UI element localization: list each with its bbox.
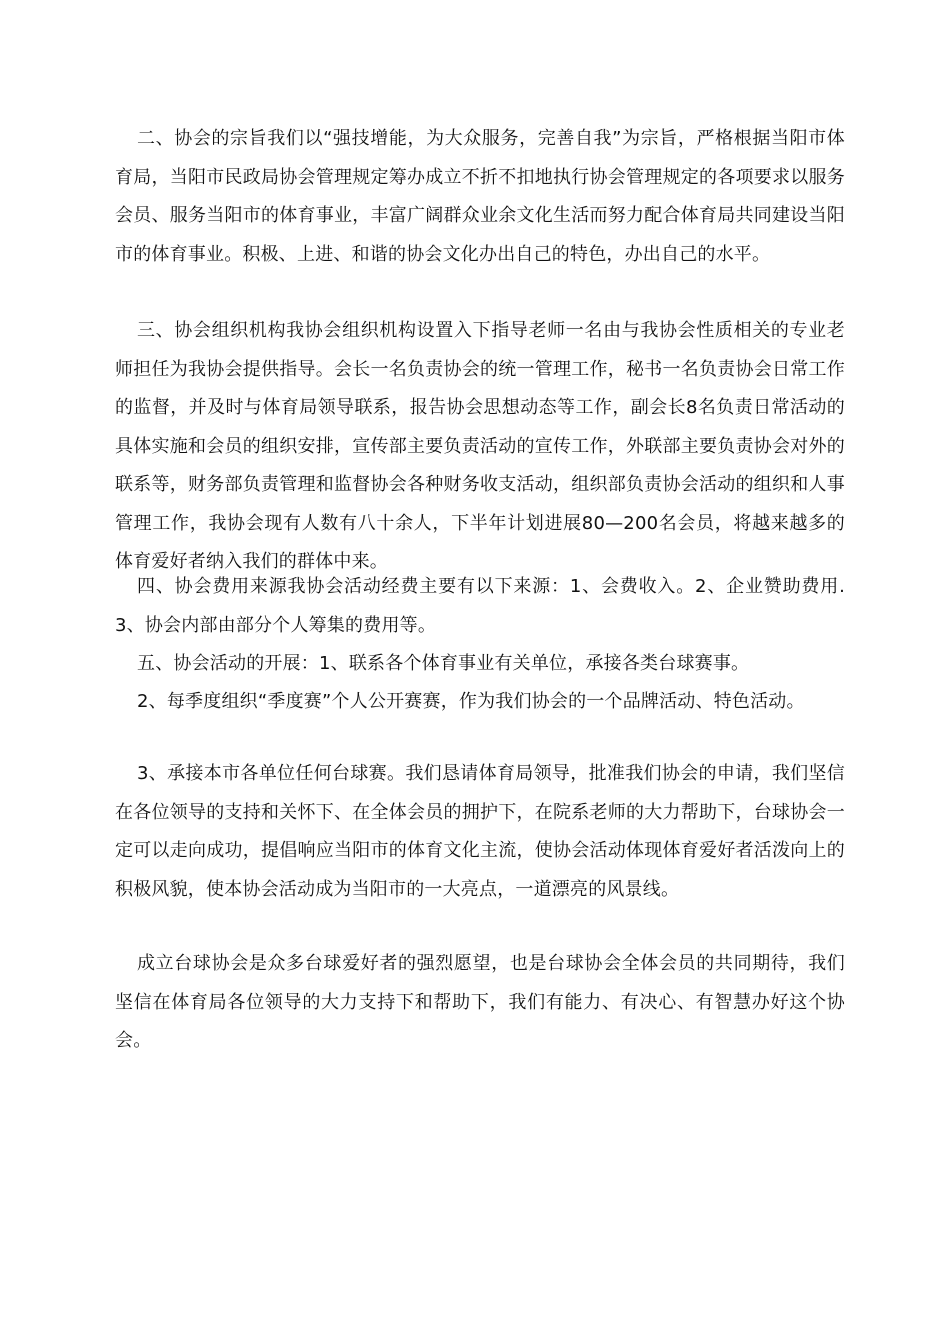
paragraph-conclusion: 成立台球协会是众多台球爱好者的强烈愿望，也是台球协会全体会员的共同期待，我们坚信在体育局各位领导的大力支持下和帮助下，我们有能力、有决心、有智慧办好这个协会。 xyxy=(115,953,845,1051)
paragraph-organization: 三、协会组织机构我协会组织机构设置入下指导老师一名由与我协会性质相关的专业老师担任为我协会提供指导。会长一名负责协会的统一管理工作，秘书一名负责协会日常工作的监督，并及时与体育局领导联系，报告协会思想动态等工作，副会长8名负责日常活动的具体实施和会员的组织安排，宣传部主要负责活动的宣传工作，外联部主要负责协会对外的联系等，财务部负责管理和监督协会各种财务收支活动，组织部负责协会活动的组织和人事管理工作，我协会现有人数有八十余人，下半年计划进展80—200名会员，将越来越多的体育爱好者纳入我们的群体中来。 xyxy=(115,320,845,572)
paragraph-activities: 五、协会活动的开展：1、联系各个体育事业有关单位，承接各类台球赛事。 xyxy=(137,653,750,674)
paragraph-funding: 四、协会费用来源我协会活动经费主要有以下来源：1、会费收入。2、企业赞助费用.3、协会内部由部分个人筹集的费用等。 xyxy=(115,576,845,636)
paragraph-purpose: 二、协会的宗旨我们以“强技增能，为大众服务，完善自我”为宗旨，严格根据当阳市体育局，当阳市民政局协会管理规定筹办成立不折不扣地执行协会管理规定的各项要求以服务会员、服务当阳市的体育事业，丰富广阔群众业余文化生活而努力配合体育局共同建设当阳市的体育事业。积极、上进、和谐的协会文化办出自己的特色，办出自己的水平。 xyxy=(115,128,845,265)
paragraph-activity-3: 3、承接本市各单位任何台球赛。我们恳请体育局领导，批准我们协会的申请，我们坚信在各位领导的支持和关怀下、在全体会员的拥护下，在院系老师的大力帮助下，台球协会一定可以走向成功，提倡响应当阳市的体育文化主流，使协会活动体现体育爱好者活泼向上的积极风貌，使本协会活动成为当阳市的一大亮点，一道漂亮的风景线。 xyxy=(115,763,845,900)
paragraph-activity-2: 2、每季度组织“季度赛”个人公开赛赛，作为我们协会的一个品牌活动、特色活动。 xyxy=(137,691,805,712)
